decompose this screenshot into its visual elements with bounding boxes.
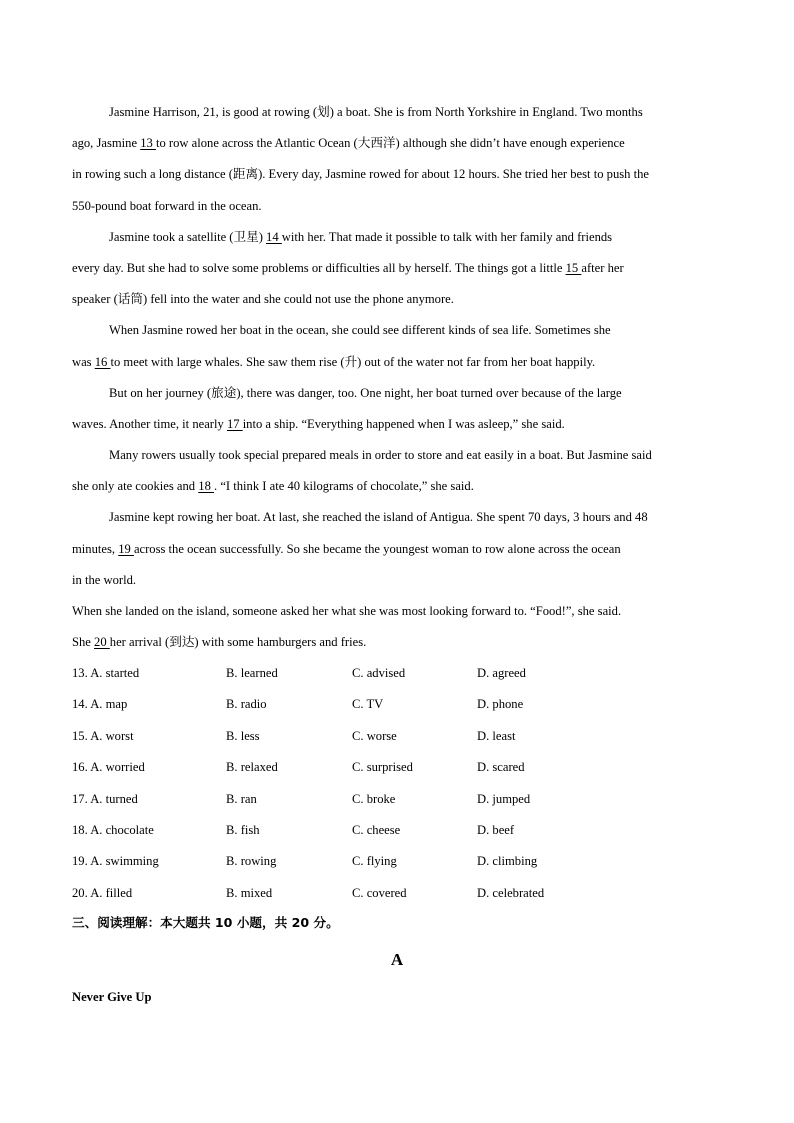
cloze-passage [72, 97, 724, 658]
option-c: C. worse [352, 728, 397, 743]
option-c: C. broke [352, 791, 396, 806]
option-d: D. jumped [477, 791, 531, 806]
blank-19: 19 [118, 541, 134, 556]
option-b: B. ran [226, 791, 257, 806]
answer-options [72, 658, 632, 909]
option-c: C. flying [352, 854, 397, 869]
option-row-16 [72, 752, 632, 783]
option-d: D. agreed [477, 666, 526, 680]
passage-line: minutes, 19 across the ocean successfully. So she became the youngest woman to row alone across the ocean [72, 541, 621, 556]
option-d: D. celebrated [477, 885, 545, 900]
blank-20: 20 [94, 635, 110, 650]
passage-line: 550-pound boat forward in the ocean. [72, 198, 262, 213]
blank-13: 13 [140, 136, 156, 151]
option-a: 17. A. turned [72, 791, 138, 806]
option-a: 18. A. chocolate [72, 822, 154, 837]
blank-14: 14 [266, 229, 282, 244]
option-b: B. mixed [226, 885, 273, 900]
option-a: 15. A. worst [72, 728, 134, 743]
option-d: D. climbing [477, 854, 538, 869]
option-c: C. TV [352, 697, 384, 712]
passage-line: Many rowers usually took special prepared meals in order to store and eat easily in a boat. But Jasmine said [109, 448, 652, 463]
blank-18: 18 [198, 479, 215, 494]
option-row-15 [72, 721, 632, 752]
option-b: B. less [226, 728, 260, 743]
option-row-18 [72, 815, 632, 846]
option-a: 19. A. swimming [72, 854, 159, 869]
option-a: 20. A. filled [72, 885, 133, 900]
part-letter: A [390, 950, 404, 969]
option-d: D. least [477, 728, 516, 743]
option-b: B. rowing [226, 854, 277, 869]
blank-16: 16 [94, 354, 111, 369]
option-d: D. beef [477, 822, 515, 837]
option-a: 14. A. map [72, 697, 128, 712]
passage-line: in rowing such a long distance (距离). Every day, Jasmine rowed for about 12 hours. She tried her best to push the [72, 167, 649, 182]
option-c: C. covered [352, 885, 407, 900]
passage-line: every day. But she had to solve some problems or difficulties all by herself. The things got a little 15 after her [72, 260, 624, 275]
option-row-13 [72, 658, 632, 689]
passage-line: she only ate cookies and 18 . “I think I ate 40 kilograms of chocolate,” she said. [72, 479, 474, 494]
option-d: D. scared [477, 760, 525, 775]
blank-15: 15 [565, 260, 582, 275]
option-c: C. advised [352, 666, 406, 680]
option-b: B. radio [226, 697, 267, 712]
passage-line: Jasmine kept rowing her boat. At last, she reached the island of Antigua. She spent 70 days, 3 hours and 48 [109, 510, 648, 525]
passage-line: When she landed on the island, someone asked her what she was most looking forward to. “Food!”, she said. [72, 604, 622, 618]
option-d: D. phone [477, 697, 524, 712]
option-a: 16. A. worried [72, 760, 145, 775]
section-heading: 三、阅读理解：本大题共 10 小题，共 20 分。 [72, 915, 339, 930]
passage-line: When Jasmine rowed her boat in the ocean, she could see different kinds of sea life. Sometimes she [109, 323, 611, 338]
passage-line: waves. Another time, it nearly 17 into a ship. “Everything happened when I was asleep,” she said. [72, 416, 565, 431]
passage-line: was 16 to meet with large whales. She saw them rise (升) out of the water not far from her boat happily. [72, 354, 596, 369]
passage-line: Jasmine took a satellite (卫星) 14 with her. That made it possible to talk with her family and friends [109, 229, 613, 244]
passage-line: She 20 her arrival (到达) with some hamburgers and fries. [72, 635, 367, 650]
option-c: C. surprised [352, 760, 413, 775]
article-title: Never Give Up [72, 990, 152, 1004]
option-c: C. cheese [352, 822, 401, 837]
passage-line: speaker (话筒) fell into the water and she could not use the phone anymore. [72, 292, 454, 307]
option-b: B. learned [226, 666, 278, 680]
option-row-19 [72, 846, 632, 877]
option-b: B. relaxed [226, 760, 278, 775]
passage-line: Jasmine Harrison, 21, is good at rowing (划) a boat. She is from North Yorkshire in England. Two months [109, 105, 643, 119]
blank-17: 17 [226, 416, 243, 431]
passage-line: in the world. [72, 572, 137, 587]
option-row-17 [72, 784, 632, 815]
option-row-20 [72, 878, 632, 909]
option-a: 13. A. started [72, 666, 140, 680]
passage-line: But on her journey (旅途), there was danger, too. One night, her boat turned over because of the large [109, 385, 622, 400]
passage-line: ago, Jasmine 13 to row alone across the Atlantic Ocean (大西洋) although she didn’t have enough experience [72, 136, 625, 151]
option-b: B. fish [226, 822, 260, 837]
option-row-14 [72, 689, 632, 720]
